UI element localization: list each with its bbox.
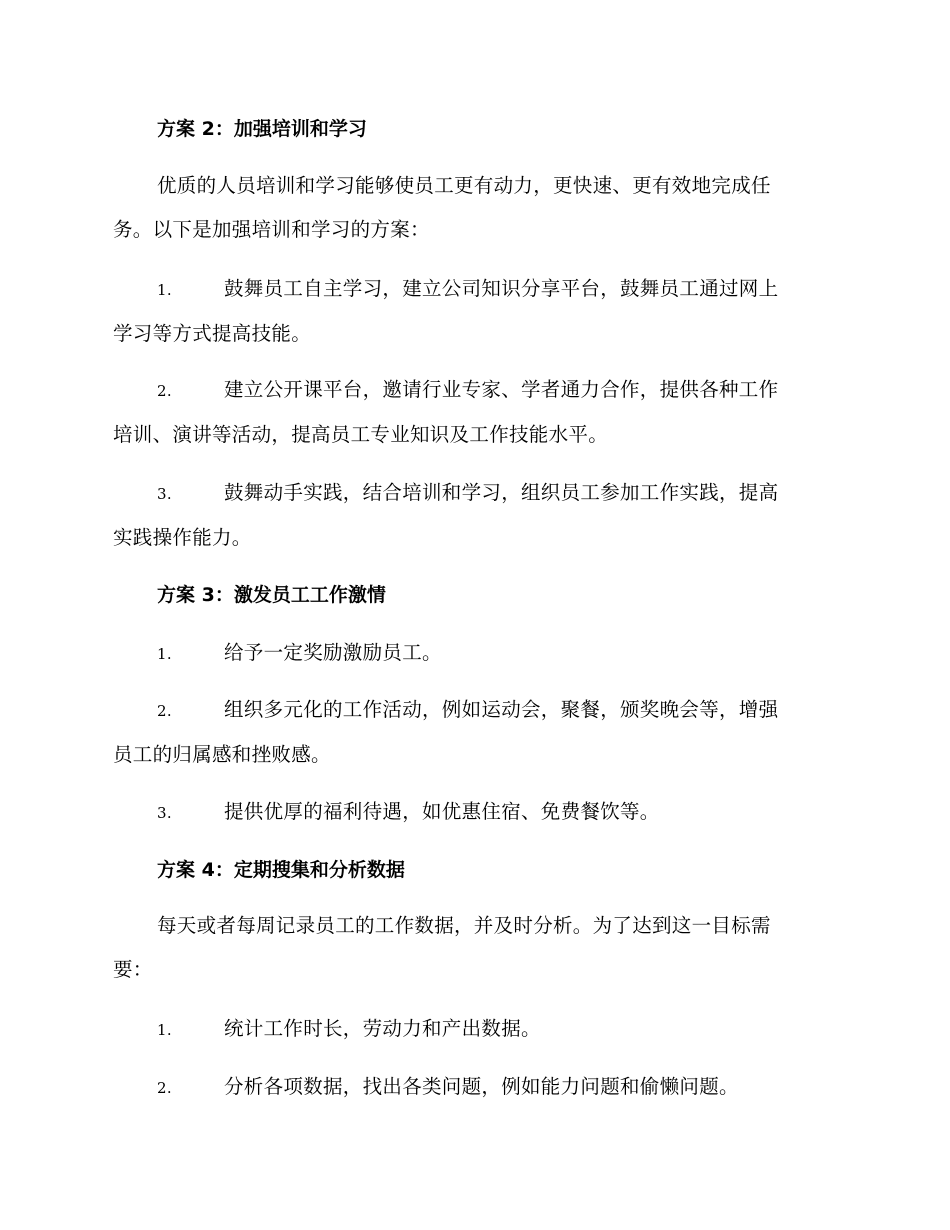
list-item xyxy=(113,1006,835,1053)
list-number: 3. xyxy=(157,804,172,822)
list-item-text: 培训、演讲等活动，提高员工专业知识及工作技能水平。 xyxy=(113,423,609,446)
list-item xyxy=(113,789,835,836)
list-item-text: 分析各项数据，找出各类问题，例如能力问题和偷懒问题。 xyxy=(224,1075,739,1098)
list-number: 3. xyxy=(157,485,172,503)
intro-line: 优质的人员培训和学习能够使员工更有动力，更快速、更有效地完成任 xyxy=(157,174,771,197)
list-item-text: 统计工作时长，劳动力和产出数据。 xyxy=(224,1017,541,1040)
list-number: 2. xyxy=(157,382,172,400)
list-number: 1. xyxy=(157,1021,172,1039)
list-item xyxy=(113,1064,835,1111)
section-heading-plan-4: 方案 4：定期搜集和分析数据 xyxy=(157,859,405,881)
list-item-text: 给予一定奖励激励员工。 xyxy=(224,641,442,664)
list-item-text: 学习等方式提高技能。 xyxy=(113,322,312,345)
list-item-text: 鼓舞动手实践，结合培训和学习，组织员工参加工作实践，提高 xyxy=(224,481,779,504)
section-heading-plan-2: 方案 2：加强培训和学习 xyxy=(157,118,367,140)
list-item xyxy=(113,630,835,677)
list-number: 1. xyxy=(157,281,172,299)
list-item xyxy=(113,687,835,778)
list-item-text: 鼓舞员工自主学习，建立公司知识分享平台，鼓舞员工通过网上 xyxy=(224,277,779,300)
list-item-text: 员工的归属感和挫败感。 xyxy=(113,743,331,766)
list-number: 2. xyxy=(157,702,172,720)
intro-line: 务。以下是加强培训和学习的方案： xyxy=(113,218,430,241)
list-number: 1. xyxy=(157,645,172,663)
section-heading-plan-3: 方案 3：激发员工工作激情 xyxy=(157,584,386,606)
list-item xyxy=(113,266,835,357)
list-item-text: 建立公开课平台，邀请行业专家、学者通力合作，提供各种工作 xyxy=(224,378,779,401)
list-item-text: 提供优厚的福利待遇，如优惠住宿、免费餐饮等。 xyxy=(224,800,660,823)
intro-paragraph-plan-2 xyxy=(113,164,835,252)
list-item xyxy=(113,367,835,458)
intro-line: 要： xyxy=(113,958,153,981)
list-item xyxy=(113,470,835,561)
list-number: 2. xyxy=(157,1079,172,1097)
intro-line: 每天或者每周记录员工的工作数据，并及时分析。为了达到这一目标需 xyxy=(157,914,771,937)
list-item-text: 实践操作能力。 xyxy=(113,526,252,549)
intro-paragraph-plan-4 xyxy=(113,904,835,992)
list-item-text: 组织多元化的工作活动，例如运动会，聚餐，颁奖晚会等，增强 xyxy=(224,698,779,721)
